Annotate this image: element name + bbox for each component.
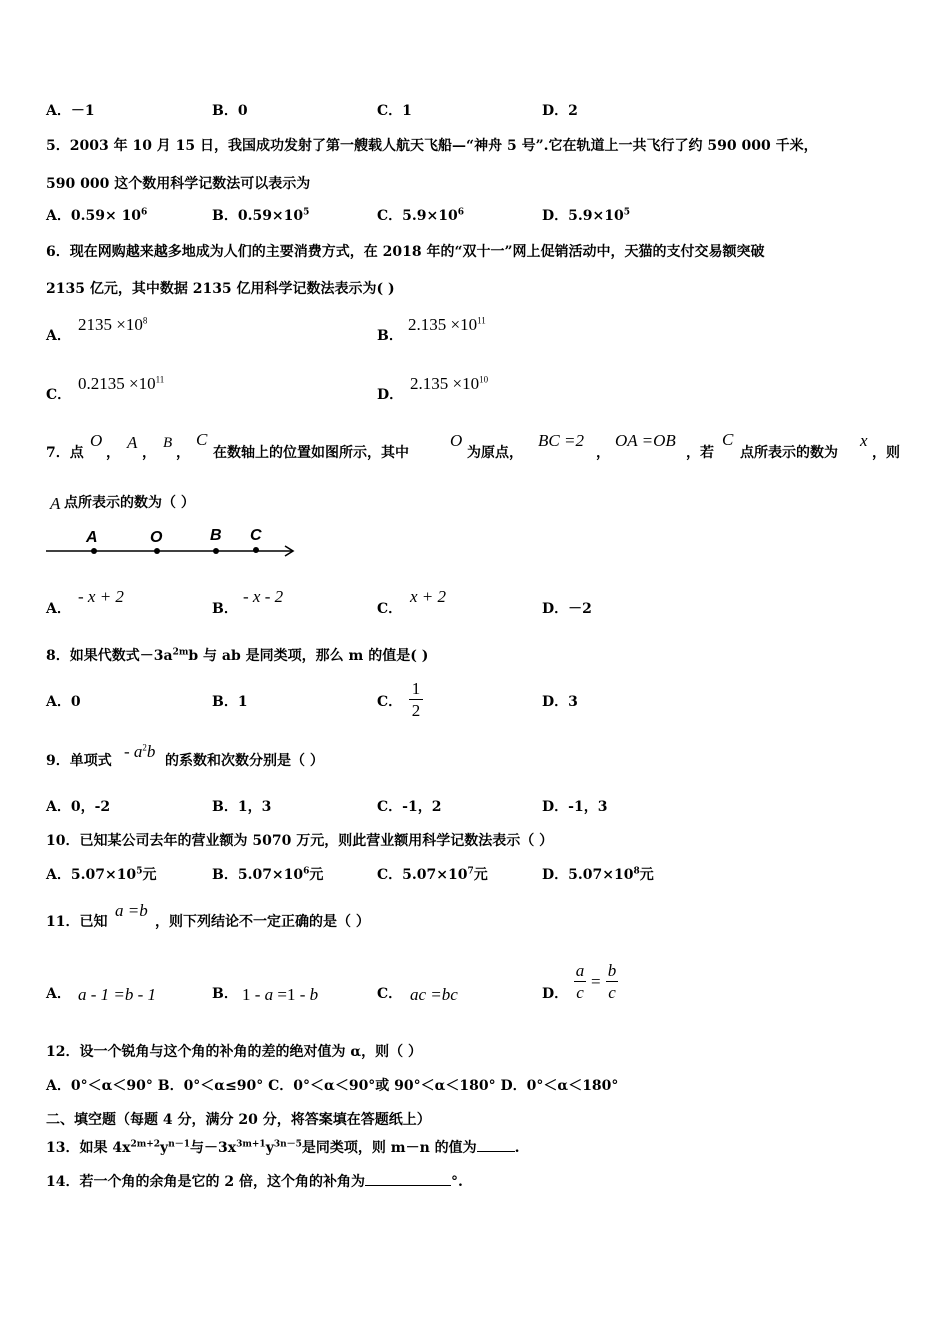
q4-option-a: A．－1 xyxy=(46,103,95,119)
q11-frac-left-bar xyxy=(574,981,586,982)
q8-option-a: A．0 xyxy=(46,694,81,710)
number-line-figure xyxy=(44,522,298,562)
q11-option-c-value: ac =bc xyxy=(410,985,458,1004)
q9-option-c: C．-1，2 xyxy=(377,799,442,815)
q11-frac-right-den: c xyxy=(608,983,616,1002)
section-2-heading: 二、填空题（每题 4 分，满分 20 分，将答案填在答题纸上） xyxy=(46,1112,431,1128)
q8-fraction-denominator: 2 xyxy=(411,701,421,720)
q7-eq-bc: BC =2 xyxy=(538,431,584,450)
q5-option-a: A．$0.59\times 10^6$ xyxy=(46,207,148,224)
q11-option-d-fraction-right xyxy=(606,962,618,1001)
q7-option-a-value: - x + 2 xyxy=(78,587,124,606)
q7-comma-4: ， xyxy=(596,445,610,461)
q7-option-b-value: - x - 2 xyxy=(243,587,284,606)
q7-number: 7．点 xyxy=(46,445,84,461)
q6-option-a-value: $2135 \times 10^8$ xyxy=(78,315,148,334)
q7-var-x: x xyxy=(860,431,868,450)
q11-option-a-value: a - 1 =b - 1 xyxy=(78,985,157,1004)
q14-text: 14．若一个角的余角是它的 2 倍，这个角的补角为 °. xyxy=(46,1174,463,1190)
number-line-point-c xyxy=(253,547,259,553)
q8-fraction-bar xyxy=(409,699,423,700)
q5-text-line2: 590 000 这个数用科学记数法可以表示为 xyxy=(46,176,311,192)
q7-comma-2: ， xyxy=(142,445,156,461)
q13-text: 13．如果 $4x^{2m+2}y^{n-1}$与$-3x^{3m+1}y^{3n-5}$是同类项，则 m－n 的值为 . xyxy=(46,1139,520,1156)
q6-option-b-label: B． xyxy=(377,328,403,344)
q11-option-d-fraction-left xyxy=(574,962,586,1001)
q5-text-line1: 5．2003 年 10 月 15 日，我国成功发射了第一艘载人航天飞船—“神舟 5 号”.它在轨道上一共飞行了约 590 000 千米， xyxy=(46,138,818,154)
q12-text: 12．设一个锐角与这个角的补角的差的绝对值为 α，则（ ） xyxy=(46,1044,423,1060)
q7-line2-var: A xyxy=(50,494,61,513)
q6-option-a-label: A． xyxy=(46,328,71,344)
q8-text: 8．如果代数式$-3a^{2m}b$ 与 ab 是同类项，那么 m 的值是( ) xyxy=(46,647,429,664)
q7-text-2: 为原点， xyxy=(467,445,523,461)
q11-frac-left-den: c xyxy=(576,983,584,1002)
q5-option-c: C．$5.9\times 10^6$ xyxy=(377,207,464,224)
q5-option-b: B．$0.59\times 10^5$ xyxy=(212,207,310,224)
number-line-label-b: B xyxy=(210,527,222,544)
q7-point-c-2: C xyxy=(722,430,734,449)
q9-expression: - $a^2b$ xyxy=(124,742,156,761)
q11-option-c-label: C． xyxy=(377,986,403,1002)
q11-text: ，则下列结论不一定正确的是（ ） xyxy=(155,914,370,930)
q9-number: 9．单项式 xyxy=(46,753,112,769)
q11-option-b-label: B． xyxy=(212,986,238,1002)
q10-option-d: D．$5.07\times 10^8$元 xyxy=(542,866,654,883)
q6-text-line2: 2135 亿元，其中数据 2135 亿用科学记数法表示为( ) xyxy=(46,281,395,297)
q6-option-c-label: C． xyxy=(46,387,72,403)
q7-text-5: ，则 xyxy=(872,445,900,461)
q7-point-b: B xyxy=(163,435,173,451)
number-line-label-c: C xyxy=(250,527,262,544)
q4-option-d: D．2 xyxy=(542,103,578,119)
q7-text-line2: 点所表示的数为（ ） xyxy=(64,495,195,511)
q7-option-d: D．－2 xyxy=(542,601,592,617)
number-line-label-o: O xyxy=(150,529,163,546)
q6-option-c-value: $0.2135 \times 10^{11}$ xyxy=(78,374,165,393)
q10-option-c: C．$5.07\times 10^7$元 xyxy=(377,866,488,883)
q6-option-b-value: $2.135 \times 10^{11}$ xyxy=(408,315,486,334)
q5-option-d: D．$5.9\times 10^5$ xyxy=(542,207,630,224)
number-line-label-a: A xyxy=(86,529,98,546)
number-line-point-o xyxy=(154,548,160,554)
q10-text: 10．已知某公司去年的营业额为 5070 万元，则此营业额用科学记数法表示（ ） xyxy=(46,833,554,849)
q11-option-d-label: D． xyxy=(542,986,569,1002)
q8-option-d: D．3 xyxy=(542,694,578,710)
q6-text-line1: 6．现在网购越来越多地成为人们的主要消费方式，在 2018 年的“双十一”网上促销活动中，天猫的支付交易额突破 xyxy=(46,244,765,260)
q9-option-d: D．-1，3 xyxy=(542,799,608,815)
q6-option-d-value: $2.135 \times 10^{10}$ xyxy=(410,374,489,393)
q14-answer-blank[interactable] xyxy=(365,1173,451,1186)
q7-eq-oa-ob: OA =OB xyxy=(615,431,676,450)
q4-option-c: C．1 xyxy=(377,103,412,119)
q7-comma-3: ， xyxy=(176,445,190,461)
q7-option-c-label: C． xyxy=(377,601,403,617)
q8-option-c-label: C． xyxy=(377,694,403,710)
q7-option-a-label: A． xyxy=(46,601,71,617)
q7-point-c: C xyxy=(196,430,208,449)
q11-option-d-equals: = xyxy=(591,972,601,991)
q7-comma-1: ， xyxy=(106,445,120,461)
q11-frac-left-num: a xyxy=(575,961,585,980)
q7-option-c-value: x + 2 xyxy=(410,587,447,606)
q7-option-b-label: B． xyxy=(212,601,238,617)
q7-origin-o: O xyxy=(450,431,463,450)
q8-option-b: B．1 xyxy=(212,694,248,710)
q4-option-b: B．0 xyxy=(212,103,248,119)
q10-option-a: A．$5.07\times 10^5$元 xyxy=(46,866,157,883)
q11-eq: a =b xyxy=(115,901,148,920)
q12-options: A．0°＜α＜90° B．0°＜α≤90° C．0°＜α＜90°或 90°＜α＜180° D．0°＜α＜180° xyxy=(46,1078,619,1094)
q11-frac-right-bar xyxy=(606,981,618,982)
q8-option-c-fraction xyxy=(409,680,423,719)
q7-text-3: ，若 xyxy=(686,445,714,461)
q7-text-1: 在数轴上的位置如图所示，其中 xyxy=(213,445,409,461)
q11-frac-right-num: b xyxy=(607,961,617,980)
number-line-point-a xyxy=(91,548,97,554)
q7-point-a: A xyxy=(127,433,138,452)
q7-text-4: 点所表示的数为 xyxy=(740,445,838,461)
q7-point-o: O xyxy=(90,431,103,450)
q11-option-a-label: A． xyxy=(46,986,71,1002)
q10-option-b: B．$5.07\times 10^6$元 xyxy=(212,866,324,883)
q9-text: 的系数和次数分别是（ ） xyxy=(165,753,324,769)
number-line-point-b xyxy=(213,548,219,554)
q9-option-a: A．0，-2 xyxy=(46,799,111,815)
q13-answer-blank[interactable] xyxy=(477,1139,515,1152)
q6-option-d-label: D． xyxy=(377,387,404,403)
q9-option-b: B．1，3 xyxy=(212,799,272,815)
q8-fraction-numerator: 1 xyxy=(411,679,421,698)
q11-number: 11．已知 xyxy=(46,914,108,930)
q11-option-b-value: 1 - a =1 - b xyxy=(242,985,319,1004)
